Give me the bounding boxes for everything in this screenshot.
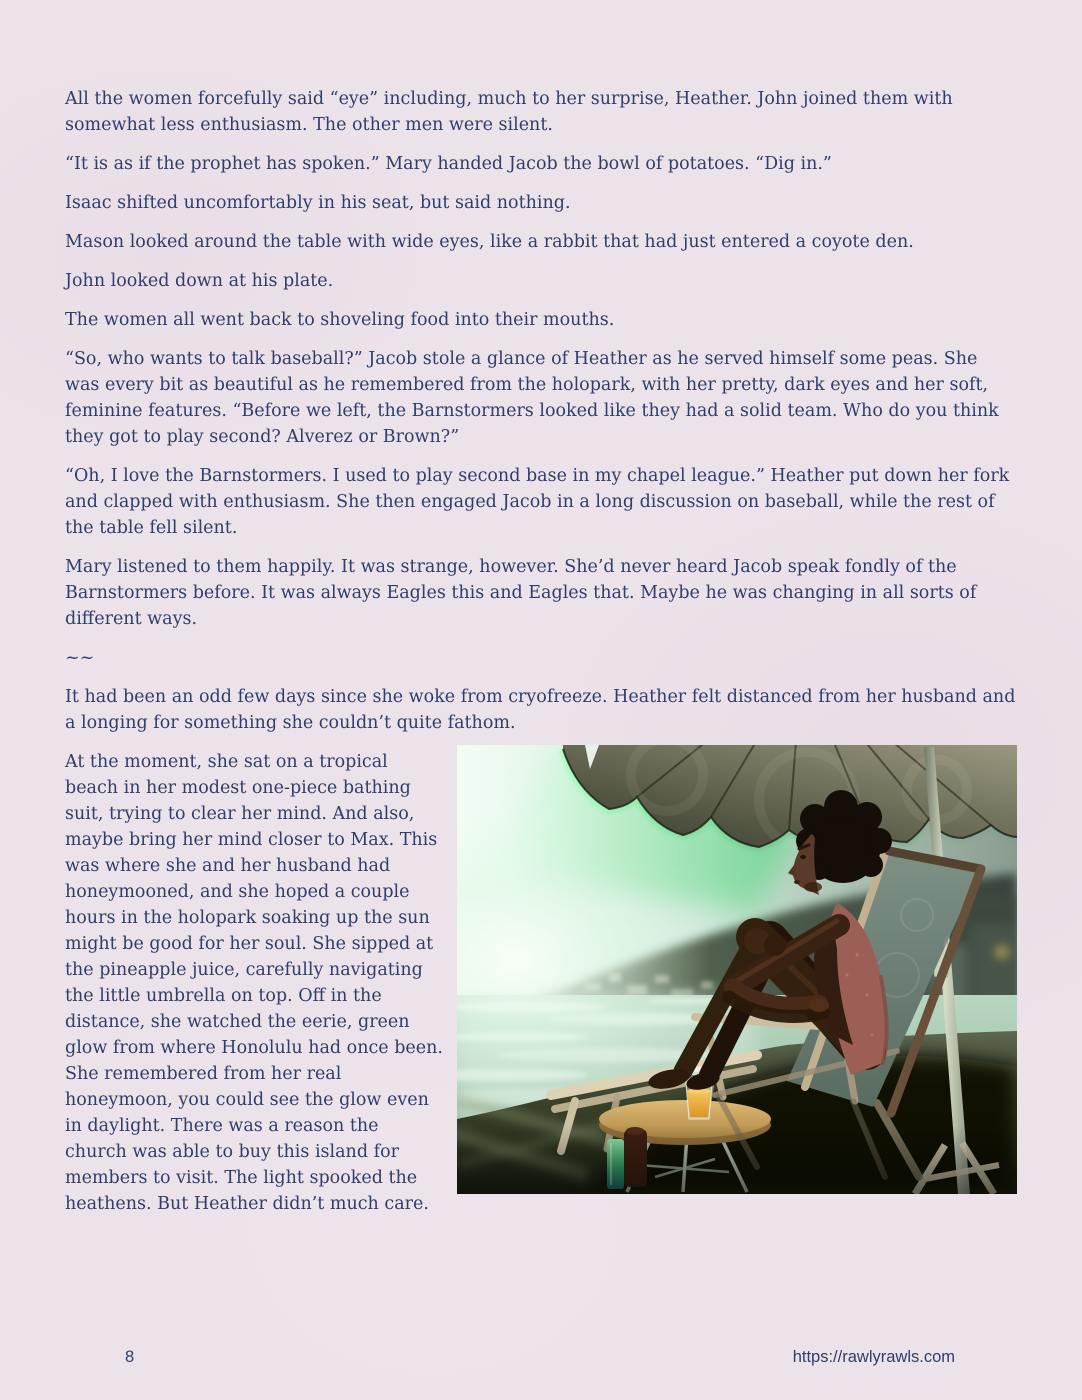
page-footer bbox=[0, 1348, 1082, 1367]
paragraph: Isaac shifted uncomfortably in his seat, but said nothing. bbox=[65, 193, 571, 213]
section-separator: ~~ bbox=[65, 648, 95, 668]
page-number: 8 bbox=[125, 1348, 135, 1366]
paragraph: It had been an odd few days since she woke from cryofreeze. Heather felt distanced from her husband and a longing for something she couldn’t quite fathom. bbox=[65, 687, 1016, 733]
paragraph: “It is as if the prophet has spoken.” Mary handed Jacob the bowl of potatoes. “Dig in.” bbox=[65, 154, 832, 174]
footer-link[interactable]: https://rawlyrawls.com bbox=[792, 1348, 955, 1366]
paragraph: “Oh, I love the Barnstormers. I used to play second base in my chapel league.” Heather put down her fork and clapped with enthusiasm. She then engaged Jacob in a long discussion on baseball, while the rest of the table fell silent. bbox=[65, 466, 1010, 538]
paragraph: John looked down at his plate. bbox=[65, 271, 334, 291]
paragraph: Mary listened to them happily. It was strange, however. She’d never heard Jacob speak fondly of the Barnstormers before. It was always Eagles this and Eagles that. Maybe he was changing in all sorts of different ways. bbox=[65, 557, 977, 629]
paragraph: “So, who wants to talk baseball?” Jacob stole a glance of Heather as he served himself some peas. She was every bit as beautiful as he remembered from the holopark, with her pretty, dark eyes and her soft, feminine features. “Before we left, the Barnstormers looked like they had a solid team. Who do you think they got to play second? Alverez or Brown?” bbox=[65, 349, 999, 447]
paragraph: The women all went back to shoveling food into their mouths. bbox=[65, 310, 615, 330]
foreground-fade bbox=[457, 1125, 1017, 1194]
paragraph: Mason looked around the table with wide eyes, like a rabbit that had just entered a coyote den. bbox=[65, 232, 914, 252]
paragraph-with-photo bbox=[65, 749, 1017, 1217]
paragraph: All the women forcefully said “eye” including, much to her surprise, Heather. John joined them with somewhat less enthusiasm. The other men were silent. bbox=[65, 89, 953, 135]
beach-photo bbox=[457, 745, 1017, 1194]
paragraph-text: At the moment, she sat on a tropical beach in her modest one-piece bathing suit, trying to clear her mind. And also, maybe bring her mind closer to Max. This was where she and her husband had honeymooned, and she hoped a couple hours in the holopark soaking up the sun might be good for her soul. She sipped at the pineapple juice, carefully navigating the little umbrella on top. Off in the distance, she watched the eerie, green glow from where Honolulu had once been. She remembered from her real honeymoon, you could see the glow even in daylight. There was a reason the church was able to buy this island for members to visit. The light spooked the heathens. But Heather didn’t much care. bbox=[65, 752, 443, 1214]
